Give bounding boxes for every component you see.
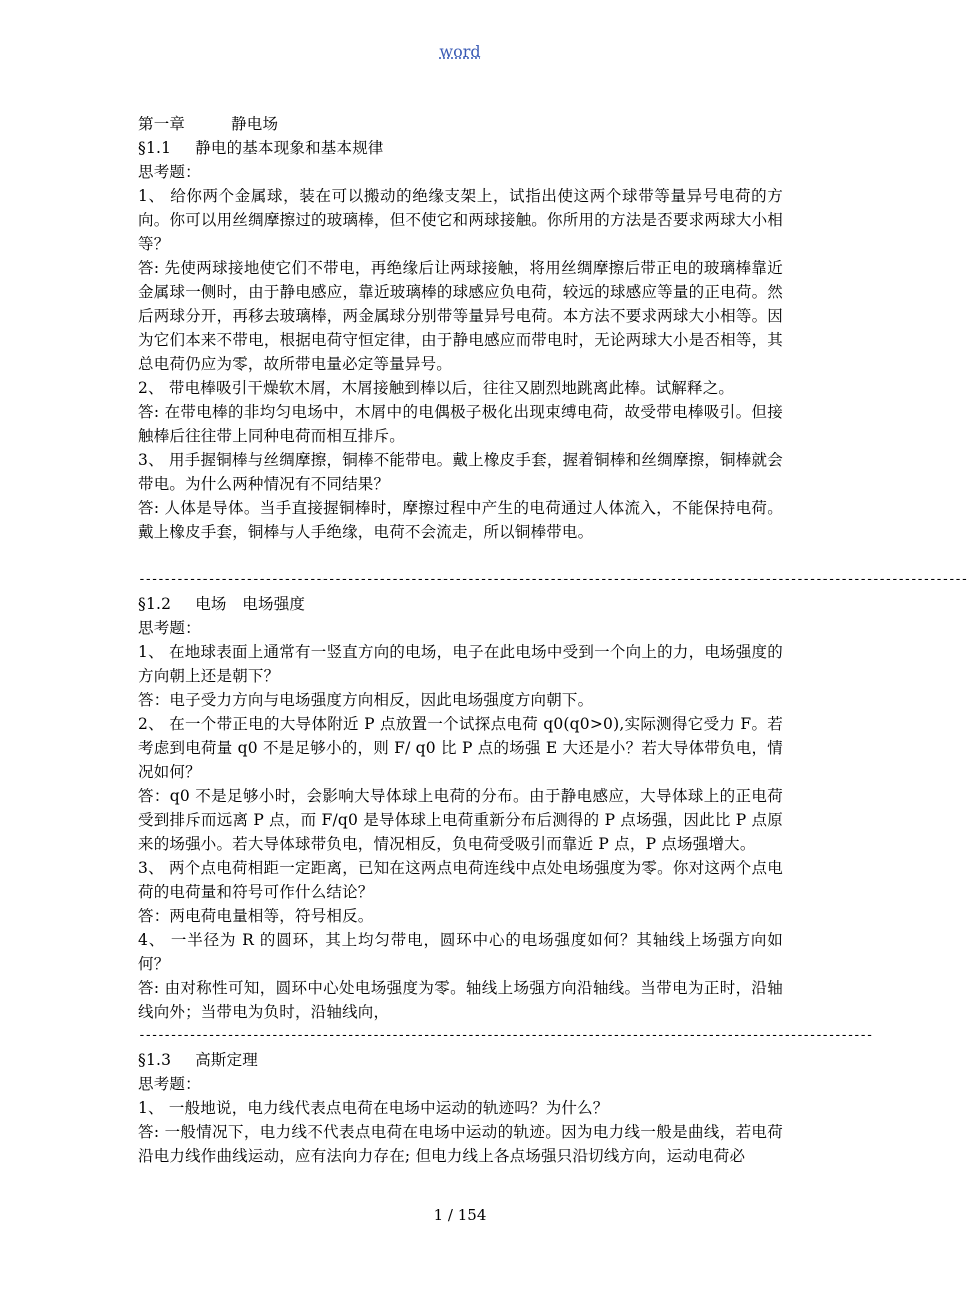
section-title: 电场 电场强度 [195, 595, 306, 613]
section-number: §1.3 [138, 1051, 172, 1069]
answer-paragraph: 答: 在带电棒的非均匀电场中，木屑中的电偶极子极化出现束缚电荷，故受带电棒吸引。但接触棒后往往带上同种电荷而相互排斥。 [138, 403, 783, 445]
answer-paragraph: 答：q0 不是足够小时，会影响大导体球上电荷的分布。由于静电感应，大导体球上的正电荷受到排斥而远离 P 点，而 F/q0 是导体球上电荷重新分布后测得的 P 点场强，因此比 P 点原来的场强小。若大导体球带负电，情况相反，负电荷受吸引而靠近 P 点，P 点场强增大。 [138, 787, 783, 853]
chapter-heading [138, 112, 783, 136]
question-paragraph: 1、 在地球表面上通常有一竖直方向的电场，电子在此电场中受到一个向上的力，电场强度的方向朝上还是朝下？ [138, 643, 783, 685]
questions-label: 思考题： [138, 619, 201, 637]
section-title: 高斯定理 [195, 1051, 259, 1069]
answer-paragraph: 答: 先使两球接地使它们不带电，再绝缘后让两球接触，将用丝绸摩擦后带正电的玻璃棒靠近金属球一侧时，由于静电感应，靠近玻璃棒的球感应负电荷，较远的球感应等量的正电荷。然后两球分开，再移去玻璃棒，两金属球分别带等量异号电荷。本方法不要求两球大小相等。因为它们本来不带电，根据电荷守恒定律，由于静电感应而带电时，无论两球大小是否相等，其总电荷仍应为零，故所带电量必定等量异号。 [138, 259, 783, 373]
answer-paragraph: 答: 由对称性可知，圆环中心处电场强度为零。轴线上场强方向沿轴线。当带电为正时，沿轴线向外；当带电为负时，沿轴线向， [138, 979, 783, 1021]
answer-paragraph: 答：两电荷电量相等，符号相反。 [138, 907, 374, 925]
question-paragraph: 1、 给你两个金属球，装在可以搬动的绝缘支架上，试指出使这两个球带等量异号电荷的方向。你可以用丝绸摩擦过的玻璃棒，但不使它和两球接触。你所用的方法是否要求两球大小相等？ [138, 187, 783, 253]
section-heading [138, 1048, 783, 1072]
question-paragraph: 2、 在一个带正电的大导体附近 P 点放置一个试探点电荷 q0(q0>0),实际测得它受力 F。若考虑到电荷量 q0 不是足够小的，则 F/ q0 比 P 点的场强 E 大还是小？若大导体带负电，情况如何？ [138, 715, 783, 781]
question-paragraph: 1、 一般地说，电力线代表点电荷在电场中运动的轨迹吗？为什么？ [138, 1099, 609, 1117]
answer-paragraph: 答：电子受力方向与电场强度方向相反，因此电场强度方向朝下。 [138, 691, 594, 709]
questions-label: 思考题： [138, 163, 201, 181]
chapter-title: 静电场 [231, 115, 279, 133]
question-paragraph: 4、 一半径为 R 的圆环，其上均匀带电，圆环中心的电场强度如何？其轴线上场强方向如何？ [138, 931, 783, 973]
answer-paragraph: 答: 人体是导体。当手直接握铜棒时，摩擦过程中产生的电荷通过人体流入，不能保持电荷。戴上橡皮手套，铜棒与人手绝缘，电荷不会流走，所以铜棒带电。 [138, 499, 783, 541]
section-heading [138, 136, 783, 160]
section-number: §1.2 [138, 595, 172, 613]
page-number: 1 / 154 [433, 1206, 487, 1224]
header-word-link[interactable]: word [439, 42, 481, 61]
questions-label: 思考题： [138, 1075, 201, 1093]
question-paragraph: 2、 带电棒吸引干燥软木屑，木屑接触到棒以后，往往又剧烈地跳离此棒。试解释之。 [138, 379, 735, 397]
dashed-divider: ----------------------------------------------------------------------------------------------------------------------------------- [138, 572, 967, 587]
dashed-divider: -------------------------------------------------------------------------------------------------------------------- [138, 1028, 872, 1043]
blank-line [138, 544, 783, 568]
chapter-label: 第一章 [138, 115, 186, 133]
document-body [138, 112, 967, 1168]
question-paragraph: 3、 两个点电荷相距一定距离，已知在这两点电荷连线中点处电场强度为零。你对这两个点电荷的电荷量和符号可作什么结论？ [138, 859, 783, 901]
answer-paragraph: 答: 一般情况下，电力线不代表点电荷在电场中运动的轨迹。因为电力线一般是曲线，若电荷沿电力线作曲线运动，应有法向力存在; 但电力线上各点场强只沿切线方向，运动电荷必 [138, 1123, 783, 1165]
question-paragraph: 3、 用手握铜棒与丝绸摩擦，铜棒不能带电。戴上橡皮手套，握着铜棒和丝绸摩擦，铜棒就会带电。为什么两种情况有不同结果？ [138, 451, 783, 493]
section-title: 静电的基本现象和基本规律 [195, 139, 384, 157]
section-number: §1.1 [138, 139, 172, 157]
section-heading [138, 592, 783, 616]
